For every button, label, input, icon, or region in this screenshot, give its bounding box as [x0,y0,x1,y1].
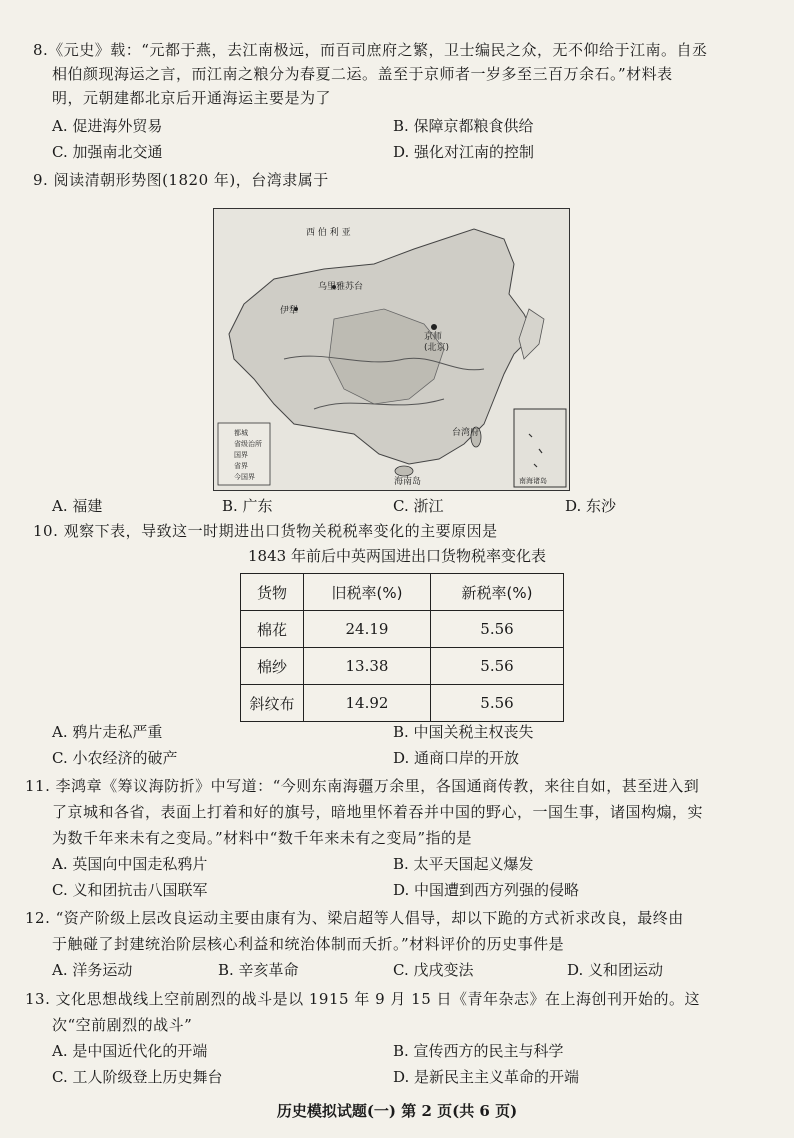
legend-item: 今国界 [234,473,255,481]
table-row [241,611,564,648]
q8-stem-line3: 明，元朝建都北京后开通海运主要是为了 [52,89,332,107]
q11-stem-line2: 了京城和各省，表面上打着和好的旗号，暗地里怀着吞并中国的野心，一国生事，诸国构煽，实 [52,803,704,821]
table-cell: 5.56 [431,648,564,685]
q11-stem-line1: 11. 李鸿章《筹议海防折》中写道：“今则东南海疆万余里，各国通商传教，来往自如，甚至进入到 [25,777,700,795]
q10-option-d: D. 通商口岸的开放 [393,749,520,767]
qing-map-1820 [213,208,570,491]
q8-option-c: C. 加强南北交通 [52,143,163,161]
map-label-wuliyasutai: 乌里雅苏台 [318,282,364,292]
q11-option-b: B. 太平天国起义爆发 [393,855,534,873]
table-row [241,648,564,685]
q9-option-d: D. 东沙 [565,497,617,515]
q8-stem-line1: 8.《元史》载：“元都于燕，去江南极远，而百司庶府之繁，卫士编民之众，无不仰给于江南。自丞 [33,41,708,59]
table-header: 货物 [241,574,304,611]
hainan-island [395,466,413,476]
q12-option-d: D. 义和团运动 [567,961,664,979]
q8-option-a: A. 促进海外贸易 [52,117,163,135]
map-label-beijing: (北京) [424,343,450,353]
q10-option-c: C. 小农经济的破产 [52,749,178,767]
tax-rate-table [240,573,564,722]
q13-option-c: C. 工人阶级登上历史舞台 [52,1068,223,1086]
map-label-taiwan: 台湾府 [452,428,480,438]
q11-option-c: C. 义和团抗击八国联军 [52,881,208,899]
table-cell: 5.56 [431,611,564,648]
q9-option-b: B. 广东 [222,497,273,515]
q12-option-b: B. 辛亥革命 [218,961,299,979]
map-label-yili: 伊犁 [280,306,299,316]
q13-stem-line2: 次“空前剧烈的战斗” [52,1016,193,1034]
q9-option-a: A. 福建 [52,497,103,515]
table-cell: 棉花 [241,611,304,648]
table-caption: 1843 年前后中英两国进出口货物税率变化表 [248,547,546,565]
table-row [241,685,564,722]
page-footer: 历史模拟试题(一) 第 2 页(共 6 页) [276,1102,518,1120]
map-label-hainan: 海南岛 [394,477,422,487]
table-cell: 14.92 [304,685,431,722]
q13-option-a: A. 是中国近代化的开端 [52,1042,208,1060]
south-sea-inset [514,409,566,487]
q8-stem-line2: 相伯颜现海运之言，而江南之粮分为春夏二运。盖至于京师者一岁多至三百万余石。”材料表 [52,65,673,83]
q13-option-d: D. 是新民主主义革命的开端 [393,1068,580,1086]
q11-stem-line3: 为数千年来未有之变局。”材料中“数千年来未有之变局”指的是 [52,829,473,847]
legend-item: 国界 [234,451,248,459]
q12-stem-line1: 12. “资产阶级上层改良运动主要由康有为、梁启超等人倡导，却以下跪的方式祈求改良，最终由 [25,909,684,927]
q8-option-d: D. 强化对江南的控制 [393,143,535,161]
map-label-siberia: 西 伯 利 亚 [306,228,351,238]
q10-option-a: A. 鸦片走私严重 [52,723,163,741]
table-cell: 13.38 [304,648,431,685]
map-label-nanhai: 南海诸岛 [519,477,547,485]
table-cell: 24.19 [304,611,431,648]
q12-stem-line2: 于触碰了封建统治阶层核心利益和统治体制而夭折。”材料评价的历史事件是 [52,935,565,953]
capital-marker [431,324,437,330]
q13-stem-line1: 13. 文化思想战线上空前剧烈的战斗是以 1915 年 9 月 15 日《青年杂志》在上海创刊开始的。这 [25,990,701,1008]
q12-option-c: C. 戊戌变法 [393,961,474,979]
q11-option-a: A. 英国向中国走私鸦片 [52,855,208,873]
table-header: 新税率(%) [431,574,564,611]
legend-item: 都城 [234,429,248,437]
table-header-row [241,574,564,611]
table-cell: 5.56 [431,685,564,722]
q13-option-b: B. 宣传西方的民主与科学 [393,1042,564,1060]
table-cell: 棉纱 [241,648,304,685]
q10-option-b: B. 中国关税主权丧失 [393,723,534,741]
q9-stem: 9. 阅读清朝形势图(1820 年)，台湾隶属于 [33,171,329,189]
legend-item: 省级治所 [234,440,262,448]
map-label-jingshi: 京师 [424,332,443,342]
legend-item: 省界 [234,462,248,470]
table-header: 旧税率(%) [304,574,431,611]
q8-option-b: B. 保障京都粮食供给 [393,117,534,135]
q12-option-a: A. 洋务运动 [52,961,133,979]
table-cell: 斜纹布 [241,685,304,722]
q10-stem: 10. 观察下表，导致这一时期进出口货物关税税率变化的主要原因是 [33,522,498,540]
q9-option-c: C. 浙江 [393,497,444,515]
q11-option-d: D. 中国遭到西方列强的侵略 [393,881,580,899]
